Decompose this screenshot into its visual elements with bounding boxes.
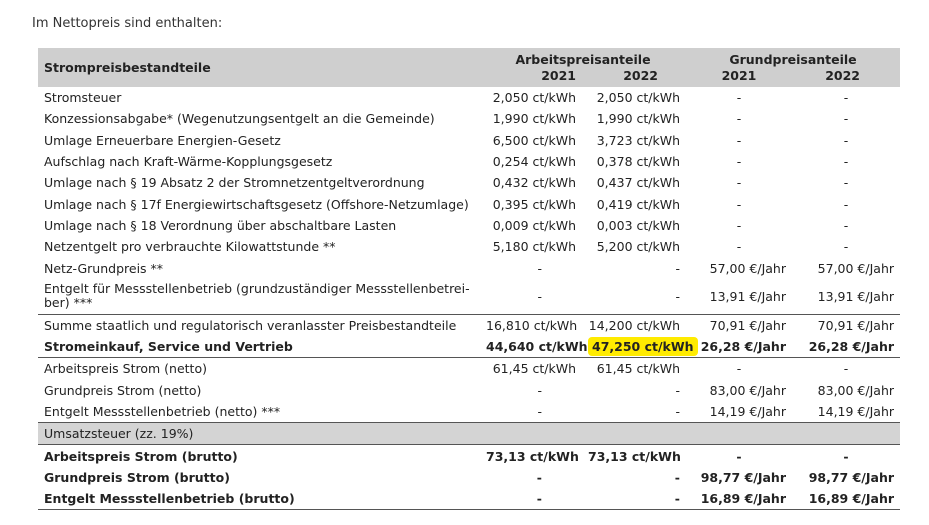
cell-base-2021: 83,00 €/Jahr (709, 382, 786, 398)
cell-base-2021: - (686, 445, 792, 467)
cell-base-2022: - (843, 90, 849, 106)
cell-work-2022: 1,990 ct/kWh (596, 111, 680, 127)
row-label: Grundpreis Strom (brutto) (44, 469, 230, 485)
cell-work-2021: 6,500 ct/kWh (492, 132, 576, 148)
cell-base-2022: 70,91 €/Jahr (792, 314, 900, 336)
cell-work-2021: 0,254 ct/kWh (492, 154, 576, 170)
row-label: Aufschlag nach Kraft-Wärme-Kopplungsgesetz (44, 154, 333, 170)
cell-work-2021: 44,640 ct/kWh (486, 339, 588, 355)
row-label: Entgelt Messstellenbetrieb (netto) *** (44, 404, 281, 419)
table-row-gross (38, 467, 900, 488)
table-row (38, 236, 900, 257)
table-row-supply (38, 336, 900, 358)
cell-base-2021: 98,77 €/Jahr (700, 469, 786, 485)
cell-work-2022: - (674, 469, 680, 485)
cell-work-2022: 2,050 ct/kWh (596, 90, 680, 106)
table-row (38, 130, 900, 151)
cell-work-2022: - (675, 404, 680, 419)
cell-work-2022: 5,200 ct/kWh (596, 239, 680, 255)
cell-work-2021: 0,395 ct/kWh (492, 196, 576, 212)
table-row (38, 193, 900, 214)
cell-base-2021: - (736, 239, 742, 255)
row-label: Umlage nach § 17f Energiewirtschaftsgesetz (Offshore-Netzumlage) (44, 196, 469, 212)
header-year: 2022 (582, 68, 686, 87)
cell-work-2022: 0,003 ct/kWh (596, 217, 680, 233)
cell-work-2021: - (537, 404, 542, 419)
cell-work-2022: - (675, 288, 680, 304)
cell-work-2022-highlight (582, 336, 694, 358)
cell-base-2021: - (736, 217, 742, 233)
cell-work-2021: 16,810 ct/kWh (480, 314, 582, 336)
cell-work-2022: - (582, 488, 686, 510)
row-label: Entgelt für Messstellenbetrieb (grundzuständiger Messstellenbetrei-ber) *** (44, 281, 470, 311)
cell-base-2021: - (736, 175, 742, 191)
header-group-base: Grundpreisanteile (686, 48, 900, 68)
cell-work-2021: 0,009 ct/kWh (492, 217, 576, 233)
cell-work-2021 (480, 423, 582, 445)
table-header (38, 48, 900, 87)
intro-text: Im Nettopreis sind enthalten: (32, 16, 223, 31)
table-row (38, 401, 900, 423)
price-components-table (38, 48, 900, 510)
row-label: Arbeitspreis Strom (brutto) (38, 445, 480, 467)
cell-base-2021 (686, 423, 792, 445)
table-row (38, 257, 900, 278)
cell-base-2021: 16,89 €/Jahr (686, 488, 792, 510)
cell-base-2021: 70,91 €/Jahr (686, 314, 792, 336)
table-row-gross (38, 488, 900, 510)
cell-work-2021: - (536, 469, 542, 485)
table-row (38, 151, 900, 172)
cell-base-2021: - (736, 196, 742, 212)
table-row (38, 279, 900, 315)
table-row (38, 358, 900, 380)
row-label: Stromsteuer (44, 90, 122, 106)
table-row (38, 87, 900, 108)
header-year: 2022 (792, 68, 900, 87)
cell-base-2022: - (843, 111, 849, 127)
header-group-work: Arbeitspreisanteile (480, 48, 686, 68)
row-label: Umlage Erneuerbare Energien-Gesetz (44, 132, 281, 148)
cell-base-2022: - (843, 239, 849, 255)
cell-work-2021: - (537, 288, 542, 304)
header-title: Strompreisbestandteile (38, 48, 480, 87)
cell-work-2022: 0,419 ct/kWh (596, 196, 680, 212)
cell-base-2022: - (843, 154, 849, 170)
cell-base-2022 (792, 423, 900, 445)
row-label: Grundpreis Strom (netto) (44, 382, 202, 398)
cell-work-2022: 61,45 ct/kWh (582, 358, 686, 380)
row-label: Konzessionsabgabe* (Wegenutzungsentgelt an die Gemeinde) (44, 111, 435, 127)
cell-base-2021: - (686, 358, 792, 380)
cell-base-2021: 13,91 €/Jahr (709, 288, 786, 304)
cell-base-2022: 83,00 €/Jahr (817, 382, 895, 398)
cell-base-2022: - (843, 196, 849, 212)
cell-base-2021: - (736, 90, 742, 106)
cell-work-2022: 0,437 ct/kWh (596, 175, 680, 191)
highlight-marker: 47,250 ct/kWh (588, 337, 698, 356)
cell-base-2022: 16,89 €/Jahr (792, 488, 900, 510)
row-label: Umlage nach § 19 Absatz 2 der Stromnetzentgeltverordnung (44, 175, 425, 191)
cell-work-2021: 73,13 ct/kWh (480, 445, 582, 467)
cell-base-2022: - (843, 132, 849, 148)
cell-work-2021: - (480, 488, 582, 510)
row-label: Stromeinkauf, Service und Vertrieb (44, 339, 293, 355)
cell-base-2022: 26,28 €/Jahr (808, 339, 895, 355)
cell-base-2021: 14,19 €/Jahr (709, 404, 786, 419)
cell-work-2022: 14,200 ct/kWh (582, 314, 686, 336)
cell-base-2021: - (736, 154, 742, 170)
table-row (38, 380, 900, 401)
cell-work-2022: 73,13 ct/kWh (582, 445, 686, 467)
table-row (38, 172, 900, 193)
cell-base-2022: - (792, 445, 900, 467)
header-year: 2021 (480, 68, 582, 87)
table-row-gross (38, 445, 900, 467)
row-label: Arbeitspreis Strom (netto) (38, 358, 480, 380)
cell-base-2022: - (843, 217, 849, 233)
cell-work-2021: 1,990 ct/kWh (492, 111, 576, 127)
cell-work-2022: 0,378 ct/kWh (596, 154, 680, 170)
cell-base-2022: 98,77 €/Jahr (808, 469, 895, 485)
row-label: Umlage nach § 18 Verordnung über abschaltbare Lasten (44, 217, 397, 233)
cell-work-2022: - (675, 260, 680, 276)
cell-work-2021: 2,050 ct/kWh (492, 90, 576, 106)
cell-base-2021: - (736, 132, 742, 148)
cell-work-2021: 5,180 ct/kWh (492, 239, 576, 255)
cell-work-2021: - (537, 382, 542, 398)
cell-base-2021: 57,00 €/Jahr (709, 260, 786, 276)
cell-work-2022: - (675, 382, 680, 398)
cell-base-2021: 26,28 €/Jahr (700, 339, 786, 355)
cell-base-2022: 13,91 €/Jahr (817, 288, 895, 304)
cell-base-2022: - (843, 175, 849, 191)
table-row-subtotal (38, 314, 900, 336)
header-year: 2021 (686, 68, 792, 87)
row-label: Summe staatlich und regulatorisch veranlasster Preisbestandteile (38, 314, 480, 336)
table-row (38, 108, 900, 129)
table-row-vat (38, 423, 900, 445)
cell-work-2022: 3,723 ct/kWh (596, 132, 680, 148)
row-label: Netz-Grundpreis ** (44, 260, 164, 276)
table-body (38, 87, 900, 510)
cell-work-2021: 61,45 ct/kWh (480, 358, 582, 380)
cell-base-2021: - (736, 111, 742, 127)
row-label: Umsatzsteuer (zz. 19%) (38, 423, 480, 445)
cell-work-2021: 0,432 ct/kWh (492, 175, 576, 191)
cell-work-2022 (582, 423, 686, 445)
cell-base-2022: - (792, 358, 900, 380)
row-label: Entgelt Messstellenbetrieb (brutto) (38, 488, 480, 510)
cell-work-2021: - (537, 260, 542, 276)
table-row (38, 215, 900, 236)
row-label: Netzentgelt pro verbrauchte Kilowattstunde ** (44, 239, 336, 255)
cell-base-2022: 14,19 €/Jahr (817, 404, 895, 419)
cell-base-2022: 57,00 €/Jahr (817, 260, 895, 276)
